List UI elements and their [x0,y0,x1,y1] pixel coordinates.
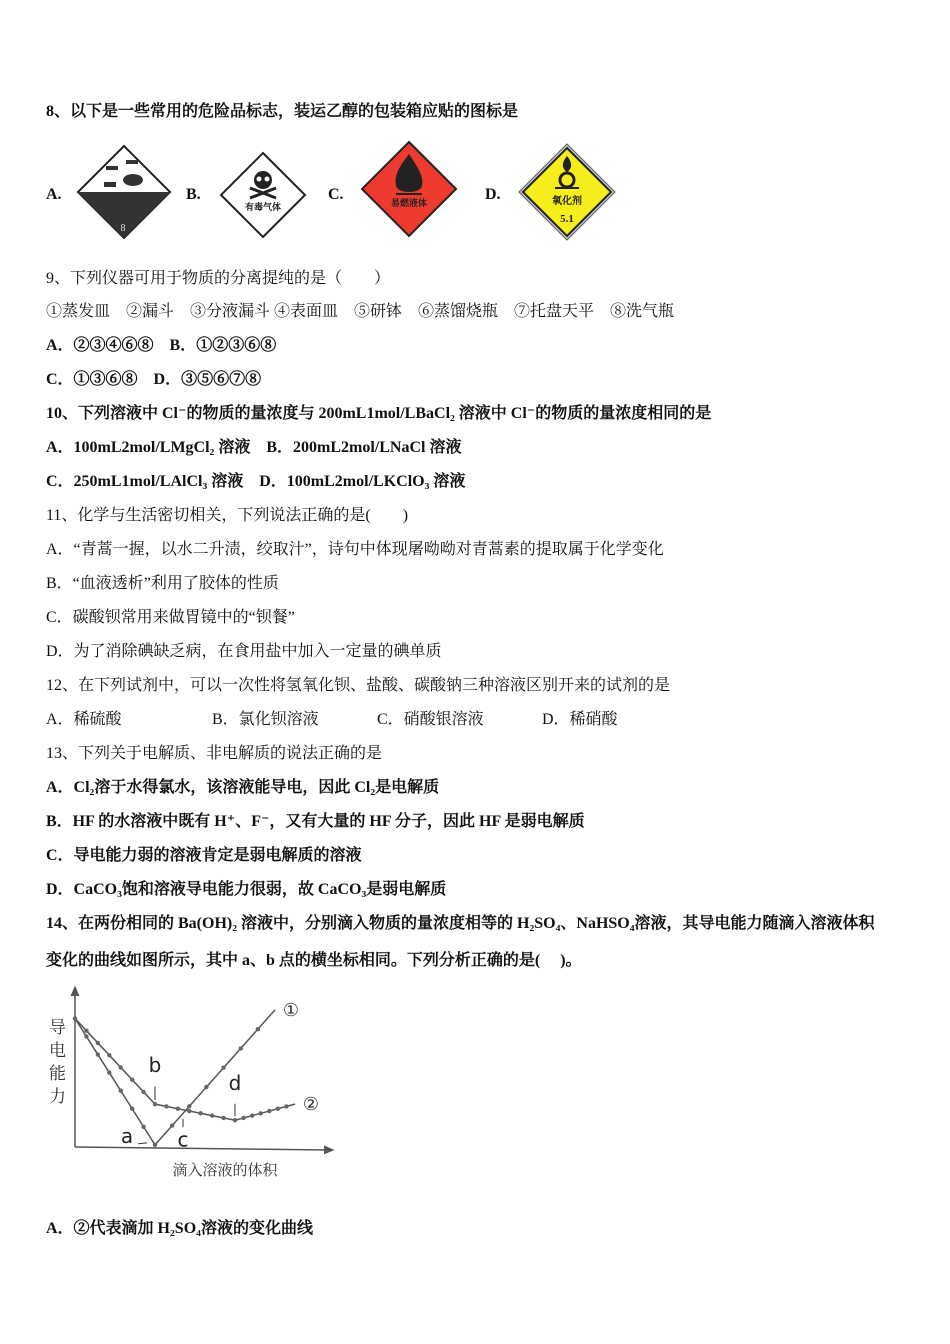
sign-number: 8 [120,223,126,234]
series-marker [130,1107,134,1111]
q8-option-b-label: B. [186,186,201,203]
series-marker [284,1104,288,1108]
q12-option-a: A．稀硫酸 [46,711,122,728]
series-marker [153,1102,157,1106]
q13-option-b: B．HF 的水溶液中既有 H⁺、F⁻，又有大量的 HF 分子，因此 HF 是弱电解质 [46,813,585,830]
series-marker [241,1116,245,1120]
q8-option-c-label: C. [328,186,344,203]
series-marker [84,1028,88,1032]
series-marker [187,1109,191,1113]
oxidizer-sign-icon [517,142,617,242]
series-marker [276,1107,280,1111]
series-marker [107,1053,111,1057]
series-marker [267,1109,271,1113]
series-marker [256,1027,260,1031]
series-marker [84,1034,88,1038]
sign-text: 易燃液体 [390,198,428,208]
series-marker [153,1143,157,1147]
q8-option-a-label: A. [46,186,62,203]
q8-option-d-label: D. [485,186,501,203]
q13-option-a: A．Cl₂溶于水得氯水，该溶液能导电，因此 Cl₂是电解质 [46,779,440,796]
series-marker [199,1111,203,1115]
series-marker [141,1090,145,1094]
y-axis-label-char: 力 [49,1087,66,1107]
point-label-b: b [148,1053,162,1078]
q14-option-a: A．②代表滴加 H₂SO₄溶液的变化曲线 [46,1220,313,1237]
y-axis-label-char: 电 [49,1041,66,1061]
series-marker [119,1065,123,1069]
point-label-c: c [177,1127,189,1152]
q10-options-line1: A．100mL2mol/LMgCl₂ 溶液 B．200mL2mol/LNaCl 溶液 [46,439,462,456]
q10-options-line2: C．250mL1mol/LAlCl₃ 溶液 D．100mL2mol/LKClO₃ 溶液 [46,473,466,490]
q11-option-c: C．碳酸钡常用来做胃镜中的“钡餐” [46,609,295,626]
series-marker [233,1118,237,1122]
series-marker [221,1066,225,1070]
series-marker [119,1088,123,1092]
series-marker [141,1125,145,1129]
series-marker [107,1070,111,1074]
q13-option-d: D．CaCO₃饱和溶液导电能力很弱，故 CaCO₃是弱电解质 [46,881,447,898]
q12-option-b: B．氯化钡溶液 [212,711,319,728]
series-marker [221,1116,225,1120]
corrosive-sign-icon [76,144,172,240]
sign-text: 氧化剂 [552,196,582,207]
series-marker [259,1111,263,1115]
q9-options-line1: A．②③④⑥⑧ B．①②③⑥⑧ [46,337,277,354]
series-marker [176,1107,180,1111]
q14-stem-line2: 变化的曲线如图所示，其中 a、b 点的横坐标相同。下列分析正确的是( )。 [46,952,582,969]
sign-text: 有毒气体 [244,202,282,212]
q10-stem: 10、下列溶液中 Cl⁻的物质的量浓度与 200mL1mol/LBaCl₂ 溶液中 Cl⁻的物质的量浓度相同的是 [46,405,712,422]
q11-option-a: A．“青蒿一握，以水二升渍，绞取汁”，诗句中体现屠呦呦对青蒿素的提取属于化学变化 [46,541,664,558]
series-marker [164,1104,168,1108]
conductivity-chart [45,985,335,1185]
y-axis-label-char: 能 [49,1064,66,1084]
q11-stem: 11、化学与生活密切相关，下列说法正确的是( ) [46,507,409,524]
series-marker [96,1041,100,1045]
series-label: ② [302,1094,320,1115]
q8-stem: 8、以下是一些常用的危险品标志，装运乙醇的包装箱应贴的图标是 [46,103,519,120]
q14-stem-line1: 14、在两份相同的 Ba(OH)₂ 溶液中，分别滴入物质的量浓度相等的 H₂SO₄、NaHSO₄溶液，其导电能力随滴入溶液体积 [46,915,875,932]
q9-stem: 9、下列仪器可用于物质的分离提纯的是（ ） [46,270,391,287]
series-marker [187,1104,191,1108]
series-1-line [75,1010,275,1145]
q9-items: ①蒸发皿 ②漏斗 ③分液漏斗 ④表面皿 ⑤研钵 ⑥蒸馏烧瓶 ⑦托盘天平 ⑧洗气瓶 [46,303,675,320]
q12-stem: 12、在下列试剂中，可以一次性将氢氧化钡、盐酸、碳酸钠三种溶液区别开来的试剂的是 [46,677,671,694]
series-marker [96,1052,100,1056]
toxic-gas-sign-icon [218,150,308,240]
series-marker [73,1016,77,1020]
point-leader [138,1143,147,1144]
series-marker [239,1046,243,1050]
q11-option-b: B．“血液透析”利用了胶体的性质 [46,575,279,592]
sign-number: 5.1 [560,213,574,225]
q12-option-c: C．硝酸银溶液 [377,711,484,728]
flammable-liquid-sign-icon [360,140,458,238]
q9-options-line2: C．①③⑥⑧ D．③⑤⑥⑦⑧ [46,371,262,388]
q12-option-d: D．稀硝酸 [542,711,618,728]
point-label-a: a [120,1123,134,1148]
point-label-d: d [228,1071,242,1096]
series-marker [130,1077,134,1081]
series-marker [210,1113,214,1117]
q13-option-c: C．导电能力弱的溶液肯定是弱电解质的溶液 [46,847,362,864]
series-marker [250,1113,254,1117]
x-axis-label: 滴入溶液的体积 [172,1161,278,1179]
q11-option-d: D．为了消除碘缺乏病，在食用盐中加入一定量的碘单质 [46,643,442,660]
y-axis-label-char: 导 [49,1018,66,1038]
series-marker [204,1085,208,1089]
q13-stem: 13、下列关于电解质、非电解质的说法正确的是 [46,745,383,762]
series-marker [170,1123,174,1127]
x-axis [75,1147,330,1150]
series-label: ① [282,999,300,1020]
